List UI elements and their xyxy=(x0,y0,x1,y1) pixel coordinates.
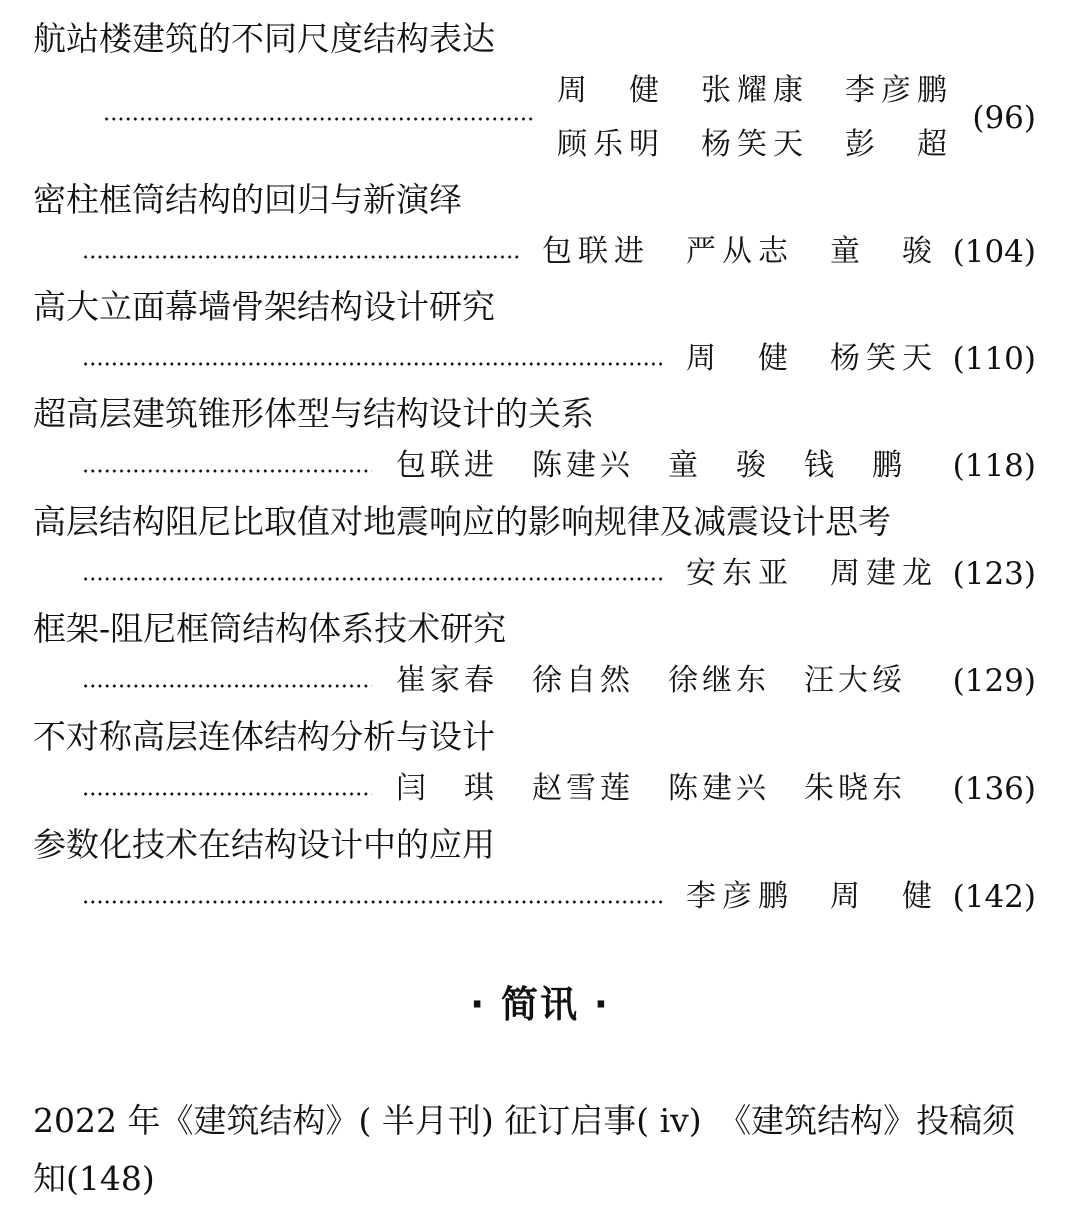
dot-leader xyxy=(82,362,664,366)
entry-title[interactable]: 框架-阻尼框筒结构体系技术研究 xyxy=(33,609,507,648)
entry-page-number[interactable]: (123) xyxy=(952,556,1036,592)
entry-authors: 顾乐明 杨笑天 彭 超 xyxy=(557,127,953,162)
entry-title[interactable]: 超高层建筑锥形体型与结构设计的关系 xyxy=(33,394,594,433)
entry-page-number[interactable]: (104) xyxy=(952,234,1036,270)
entry-page-number[interactable]: (118) xyxy=(952,448,1036,484)
entry-authors: 包联进 严从志 童 骏 xyxy=(542,234,938,269)
entry-authors: 崔家春 徐自然 徐继东 汪大绥 xyxy=(396,663,906,698)
notice-paragraph: 2022 年《建筑结构》( 半月刊) 征订启事( iv) 《建筑结构》投稿须知(148) xyxy=(33,1101,1016,1198)
dot-leader xyxy=(82,900,664,904)
section-heading: · 简讯 · xyxy=(470,983,610,1026)
entry-page-number[interactable]: (110) xyxy=(952,341,1036,377)
entry-authors: 周 健 张耀康 李彦鹏 xyxy=(557,73,953,108)
entry-authors: 安东亚 周建龙 xyxy=(686,556,938,591)
entry-page-number[interactable]: (96) xyxy=(972,100,1036,136)
entry-authors: 李彦鹏 周 健 xyxy=(686,879,938,914)
entry-page-number[interactable]: (136) xyxy=(952,771,1036,807)
entry-title[interactable]: 参数化技术在结构设计中的应用 xyxy=(33,825,495,864)
entry-title[interactable]: 高层结构阻尼比取值对地震响应的影响规律及减震设计思考 xyxy=(33,502,891,541)
dot-leader xyxy=(82,684,372,688)
dot-leader xyxy=(82,577,664,581)
entry-title[interactable]: 航站楼建筑的不同尺度结构表达 xyxy=(33,19,495,58)
entry-title[interactable]: 不对称高层连体结构分析与设计 xyxy=(33,717,495,756)
entry-title[interactable]: 密柱框筒结构的回归与新演绎 xyxy=(33,180,462,219)
entry-authors: 闫 琪 赵雪莲 陈建兴 朱晓东 xyxy=(396,771,906,806)
dot-leader xyxy=(103,117,533,121)
dot-leader xyxy=(82,792,372,796)
entry-title[interactable]: 高大立面幕墙骨架结构设计研究 xyxy=(33,287,495,326)
dot-leader xyxy=(82,255,519,259)
entry-authors: 周 健 杨笑天 xyxy=(686,341,938,376)
entry-page-number[interactable]: (142) xyxy=(952,879,1036,915)
entry-authors: 包联进 陈建兴 童 骏 钱 鹏 xyxy=(396,448,906,483)
entry-page-number[interactable]: (129) xyxy=(952,663,1036,699)
dot-leader xyxy=(82,469,372,473)
